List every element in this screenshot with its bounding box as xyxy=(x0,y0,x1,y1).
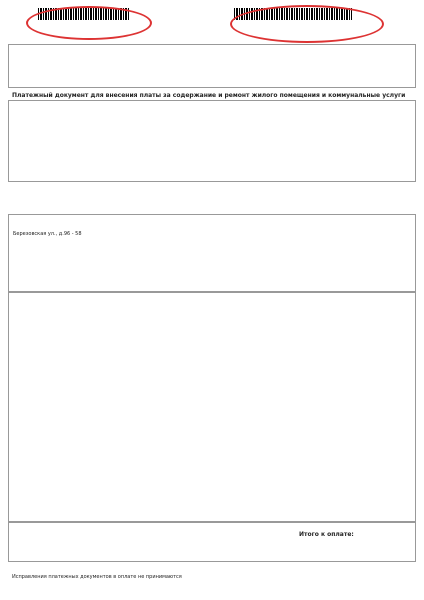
footer-line: Исправления платежных документов в оплате не принимаются xyxy=(12,574,182,580)
address: Березовская ул., д.96 - 58 xyxy=(13,231,82,237)
red-oval-right xyxy=(230,5,384,43)
top-table xyxy=(8,44,416,88)
totals-block xyxy=(8,522,416,562)
top-title: Платежный документ для внесения платы за содержание и ремонт жилого помещения и коммунальные услуги xyxy=(12,92,406,99)
address-block xyxy=(8,214,416,292)
main-charges-table xyxy=(8,292,416,522)
services-table xyxy=(8,100,416,182)
red-oval-left xyxy=(26,6,152,40)
total-label: Итого к оплате: xyxy=(299,531,354,538)
